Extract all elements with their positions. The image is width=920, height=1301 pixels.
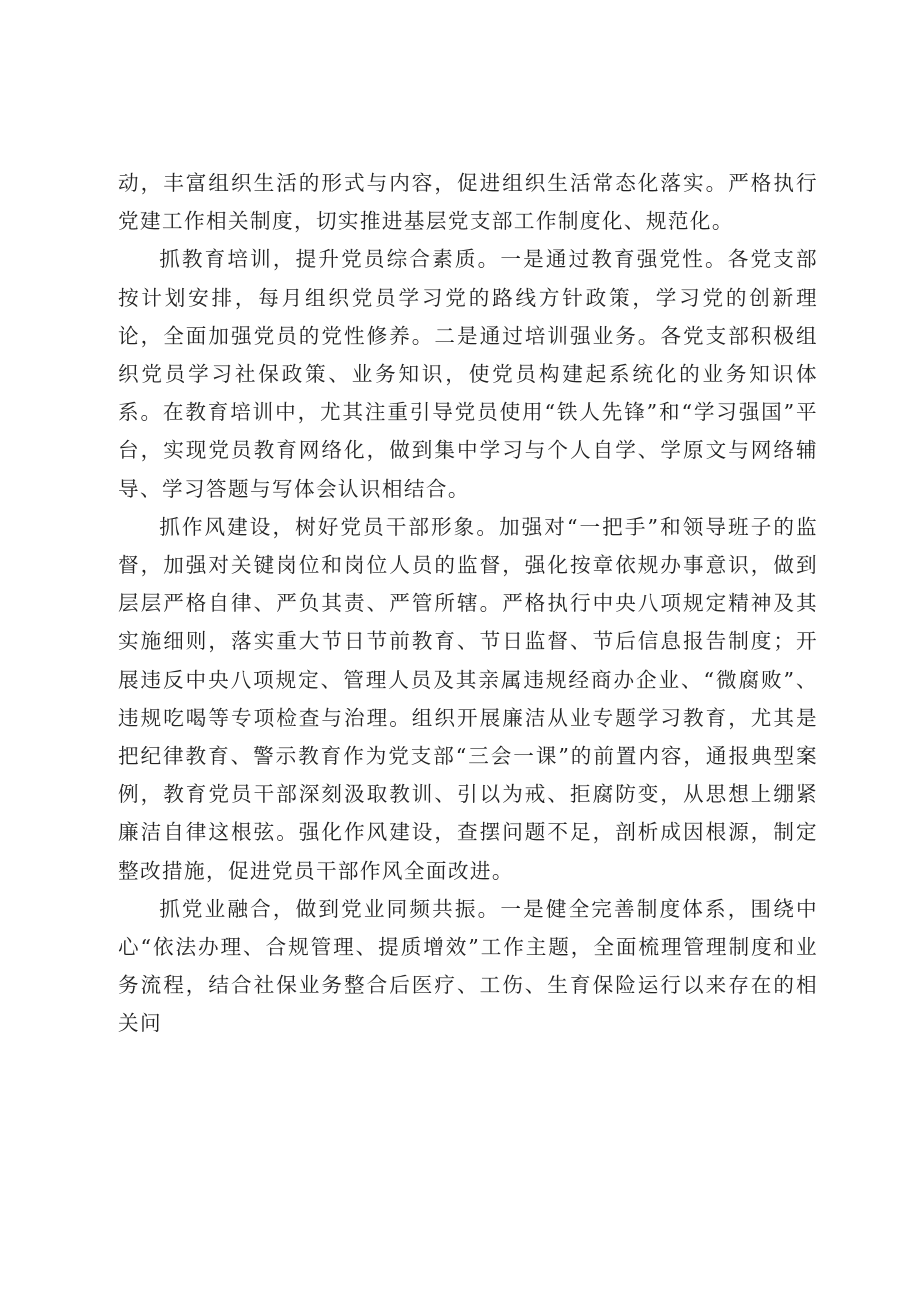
paragraph-work-style: 抓作风建设，树好党员干部形象。加强对“一把手”和领导班子的监督，加强对关键岗位和岗位人员的监督，强化按章依规办事意识，做到层层严格自律、严负其责、严管所辖。严格执行中央八项规定精神及其实施细则，落实重大节日节前教育、节日监督、节后信息报告制度；开展违反中央八项规定、管理人员及其亲属违规经商办企业、“微腐败”、违规吃喝等专项检查与治理。组织开展廉洁从业专题学习教育，尤其是把纪律教育、警示教育作为党支部“三会一课”的前置内容，通报典型案例，教育党员干部深刻汲取教训、引以为戒、拒腐防变，从思想上绷紧廉洁自律这根弦。强化作风建设，查摆问题不足，剖析成因根源，制定整改措施，促进党员干部作风全面改进。 [118, 514, 818, 883]
paragraph-party-business-integration: 抓党业融合，做到党业同频共振。一是健全完善制度体系，围绕中心“依法办理、合规管理、提质增效”工作主题，全面梳理管理制度和业务流程，结合社保业务整合后医疗、工伤、生育保险运行以来存在的相关问 [118, 896, 818, 1036]
paragraph-education-training: 抓教育培训，提升党员综合素质。一是通过教育强党性。各党支部按计划安排，每月组织党员学习党的路线方针政策，学习党的创新理论，全面加强党员的党性修养。二是通过培训强业务。各党支部积极组织党员学习社保政策、业务知识，使党员构建起系统化的业务知识体系。在教育培训中，尤其注重引导党员使用“铁人先锋”和“学习强国”平台，实现党员教育网络化，做到集中学习与个人自学、学原文与网络辅导、学习答题与写体会认识相结合。 [118, 247, 818, 501]
paragraph-continued: 动，丰富组织生活的形式与内容，促进组织生活常态化落实。严格执行党建工作相关制度，切实推进基层党支部工作制度化、规范化。 [118, 171, 818, 234]
document-body [118, 164, 818, 1043]
